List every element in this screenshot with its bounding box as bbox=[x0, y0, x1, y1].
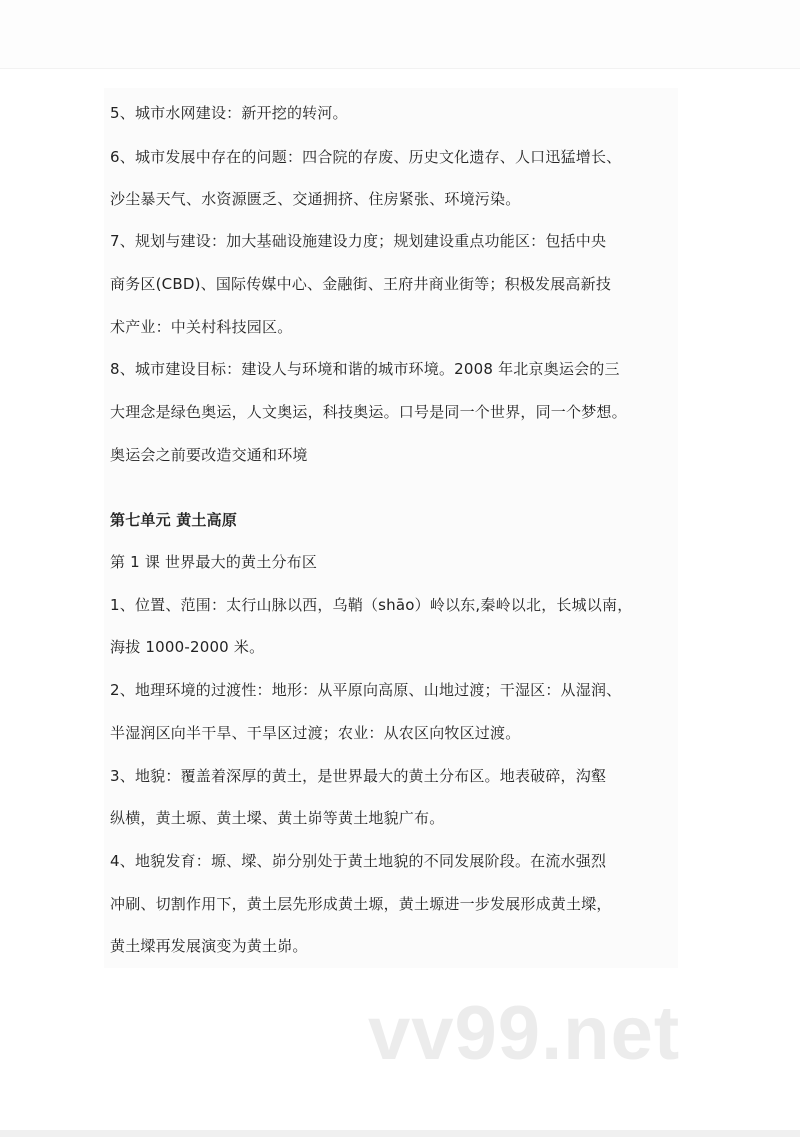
text-line: 冲刷、切割作用下，黄土层先形成黄土塬，黄土塬进一步发展形成黄土墚， bbox=[110, 895, 612, 913]
text-line: 术产业：中关村科技园区。 bbox=[110, 318, 293, 336]
text-line: 黄土墚再发展演变为黄土峁。 bbox=[110, 937, 308, 955]
text-line: 6、城市发展中存在的问题：四合院的存废、历史文化遗存、人口迅猛增长、 bbox=[110, 148, 622, 166]
text-line: 半湿润区向半干旱、干旱区过渡；农业：从农区向牧区过渡。 bbox=[110, 724, 521, 742]
text-line: 沙尘暴天气、水资源匮乏、交通拥挤、住房紧张、环境污染。 bbox=[110, 190, 521, 208]
watermark: vv99.net bbox=[368, 991, 681, 1076]
unit-heading: 第七单元 黄土高原 bbox=[110, 511, 238, 529]
text-line: 海拔 1000-2000 米。 bbox=[110, 638, 265, 656]
lesson-heading: 第 1 课 世界最大的黄土分布区 bbox=[110, 553, 318, 571]
text-line: 2、地理环境的过渡性：地形：从平原向高原、山地过渡；干湿区：从湿润、 bbox=[110, 681, 622, 699]
text-line: 大理念是绿色奥运，人文奥运，科技奥运。口号是同一个世界，同一个梦想。 bbox=[110, 403, 627, 421]
text-line: 纵横，黄土塬、黄土墚、黄土峁等黄土地貌广布。 bbox=[110, 809, 445, 827]
page-bottom-edge bbox=[0, 1130, 800, 1137]
text-line: 4、地貌发育：塬、墚、峁分别处于黄土地貌的不同发展阶段。在流水强烈 bbox=[110, 852, 607, 870]
text-line: 3、地貌：覆盖着深厚的黄土，是世界最大的黄土分布区。地表破碎，沟壑 bbox=[110, 767, 607, 785]
text-line: 5、城市水网建设：新开挖的转河。 bbox=[110, 104, 348, 122]
text-line: 7、规划与建设：加大基础设施建设力度；规划建设重点功能区：包括中央 bbox=[110, 232, 607, 250]
text-line: 商务区(CBD)、国际传媒中心、金融街、王府井商业街等；积极发展高新技 bbox=[110, 275, 612, 293]
top-band bbox=[0, 0, 800, 69]
text-line: 8、城市建设目标：建设人与环境和谐的城市环境。2008 年北京奥运会的三 bbox=[110, 360, 620, 378]
text-line: 奥运会之前要改造交通和环境 bbox=[110, 446, 308, 464]
text-line: 1、位置、范围：太行山脉以西，乌鞘（shāo）岭以东,秦岭以北，长城以南， bbox=[110, 596, 633, 614]
